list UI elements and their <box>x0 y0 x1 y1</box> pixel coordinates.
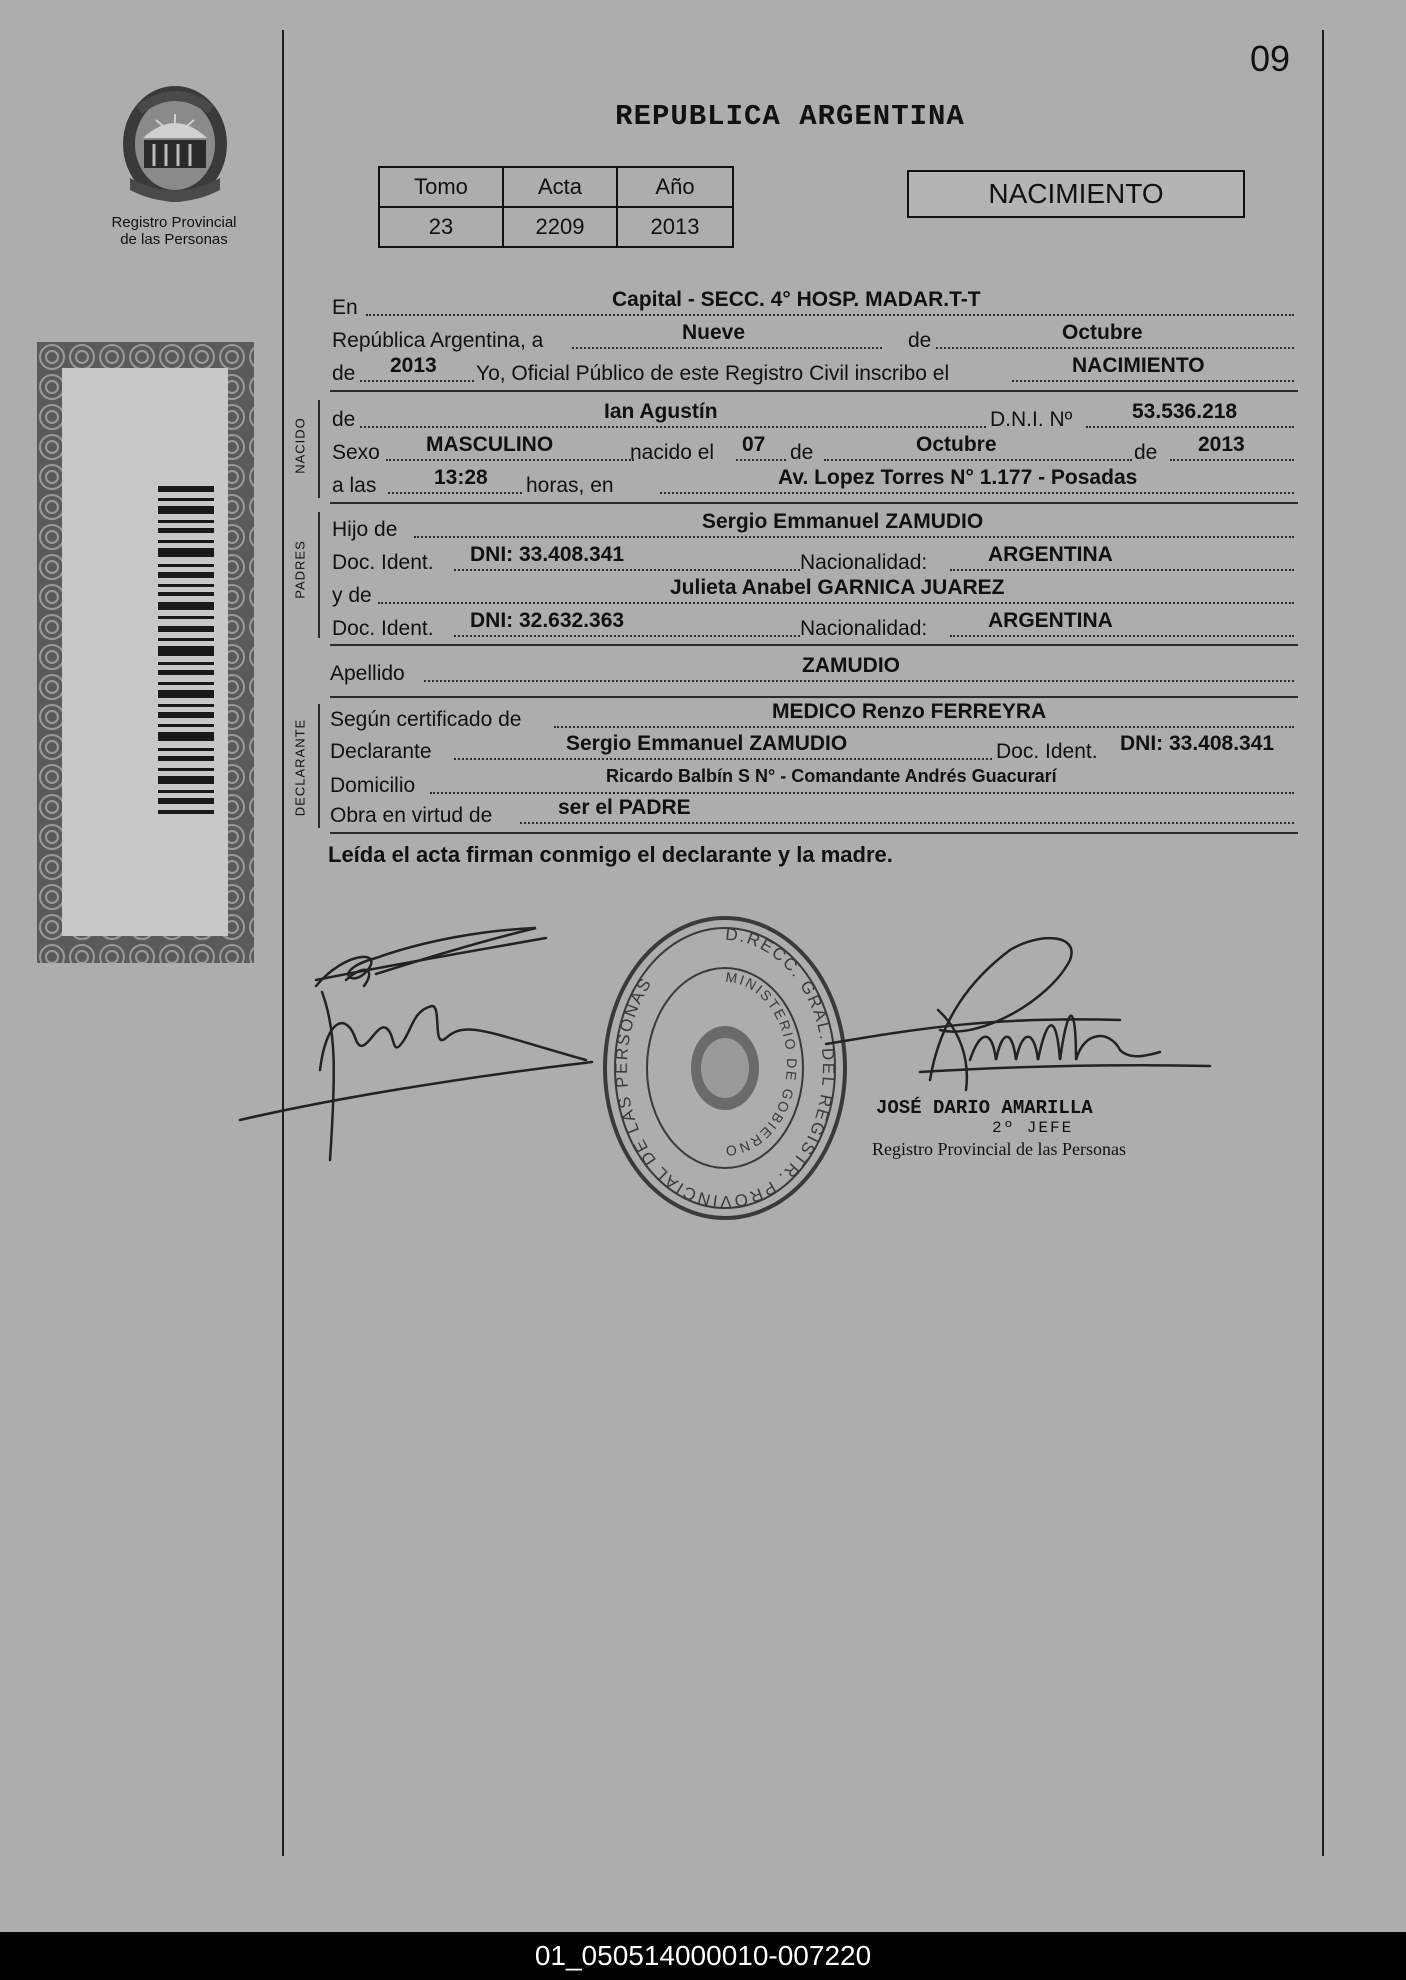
provincial-crest-icon <box>116 78 234 208</box>
republica-label: República Argentina, a <box>332 329 544 352</box>
horas-label: horas, en <box>526 474 614 497</box>
tomo-header: Tomo <box>379 167 503 207</box>
section-declarante: DECLARANTE <box>292 718 308 817</box>
nacionalidad-label-2: Nacionalidad: <box>800 617 928 640</box>
dotted-rule <box>824 459 1132 461</box>
seal-inner-text: MINISTERIO DE GOBIERNO <box>723 968 800 1160</box>
doc-ident-label-2: Doc. Ident. <box>332 617 434 640</box>
closing-statement: Leída el acta firman conmigo el declarante y la madre. <box>328 842 893 867</box>
declarant-dni: DNI: 33.408.341 <box>1120 732 1275 755</box>
dotted-rule <box>950 635 1294 637</box>
official-signature <box>820 920 1220 1120</box>
dotted-rule <box>520 822 1294 824</box>
dotted-rule <box>660 492 1294 494</box>
mother-dni: DNI: 32.632.363 <box>470 609 625 632</box>
dotted-rule <box>1170 459 1294 461</box>
form-line-capacity <box>330 796 1296 826</box>
father-nationality: ARGENTINA <box>988 543 1113 566</box>
separator <box>330 696 1298 698</box>
official-office: Registro Provincial de las Personas <box>872 1139 1126 1159</box>
declarante-label: Declarante <box>330 740 432 763</box>
en-label: En <box>332 296 358 319</box>
sexo-value: MASCULINO <box>426 433 554 456</box>
form-line-father <box>330 510 1296 540</box>
form-line-date <box>330 321 1296 351</box>
form-line-mother-doc <box>330 609 1296 639</box>
sexo-label: Sexo <box>332 441 380 464</box>
separator <box>330 832 1298 834</box>
registry-name <box>92 214 256 248</box>
y-de-label: y de <box>332 584 372 607</box>
section-padres: PADRES <box>292 540 308 599</box>
hora-value: 13:28 <box>434 466 488 489</box>
doc-ident-label-3: Doc. Ident. <box>996 740 1098 763</box>
dni-label: D.N.I. Nº <box>990 408 1073 431</box>
birth-place: Av. Lopez Torres N° 1.177 - Posadas <box>778 466 1138 489</box>
declarant-name: Sergio Emmanuel ZAMUDIO <box>566 732 848 755</box>
month-word: Octubre <box>1062 321 1143 344</box>
year-value: 2013 <box>390 354 437 377</box>
form-line-declarant <box>330 732 1296 762</box>
nacionalidad-label-1: Nacionalidad: <box>800 551 928 574</box>
birth-month: Octubre <box>916 433 997 456</box>
declarante-bracket <box>318 704 320 828</box>
acta-header: Acta <box>503 167 617 207</box>
dotted-rule <box>366 314 1294 316</box>
separator <box>330 644 1298 646</box>
de-label-3: de <box>332 408 356 431</box>
certificate-value: MEDICO Renzo FERREYRA <box>772 700 1047 723</box>
obra-label: Obra en virtud de <box>330 804 493 827</box>
form-line-year <box>330 354 1296 384</box>
father-name: Sergio Emmanuel ZAMUDIO <box>702 510 984 533</box>
dotted-rule <box>1086 426 1294 428</box>
hijo-label: Hijo de <box>332 518 398 541</box>
certificado-label: Según certificado de <box>330 708 522 731</box>
form-line-address <box>330 766 1296 796</box>
domicilio-label: Domicilio <box>330 774 416 797</box>
de-label-5: de <box>1134 441 1158 464</box>
mother-nationality: ARGENTINA <box>988 609 1113 632</box>
dotted-rule <box>454 635 800 637</box>
form-line-time <box>330 466 1296 496</box>
form-line-sex <box>330 433 1296 463</box>
dotted-rule <box>414 536 1294 538</box>
child-dni: 53.536.218 <box>1132 400 1238 423</box>
dotted-rule <box>572 347 882 349</box>
official-role: 2º JEFE <box>992 1119 1074 1137</box>
padres-bracket <box>318 512 320 638</box>
mother-name: Julieta Anabel GARNICA JUAREZ <box>670 576 1005 599</box>
de-label-1: de <box>908 329 932 352</box>
address-value: Ricardo Balbín S N° - Comandante Andrés Guacurarí <box>606 766 1057 786</box>
right-margin-rule <box>1322 30 1324 1856</box>
acta-value: 2209 <box>503 207 617 247</box>
barcode <box>158 486 218 816</box>
event-value: NACIMIENTO <box>1072 354 1205 377</box>
official-block <box>872 1097 1126 1160</box>
document-type-box: NACIMIENTO <box>907 170 1245 218</box>
dotted-rule <box>1012 380 1294 382</box>
form-line-surname <box>330 654 1296 684</box>
birth-year: 2013 <box>1198 433 1245 456</box>
id-number-badge <box>37 342 254 963</box>
page-number: 09 <box>1250 38 1291 79</box>
dotted-rule <box>454 569 800 571</box>
hora-label: a las <box>332 474 377 497</box>
place-value: Capital - SECC. 4° HOSP. MADAR.T-T <box>612 288 981 311</box>
dotted-rule <box>360 426 986 428</box>
dotted-rule <box>360 380 474 382</box>
dotted-rule <box>736 459 786 461</box>
separator <box>330 502 1298 504</box>
doc-ident-label-1: Doc. Ident. <box>332 551 434 574</box>
dotted-rule <box>378 602 1294 604</box>
form-line-name <box>330 400 1296 430</box>
seal-outer-text: D.RECC. GRAL. DEL REGISTR. PROVINCIAL DE LAS PERSONAS <box>611 924 838 1212</box>
day-word: Nueve <box>682 321 746 344</box>
form-line-certificate <box>330 700 1296 730</box>
form-line-father-doc <box>330 543 1296 573</box>
child-name: Ian Agustín <box>604 400 718 423</box>
capacity-value: ser el PADRE <box>558 796 691 819</box>
dotted-rule <box>950 569 1294 571</box>
registry-line-1: Registro Provincial <box>111 214 237 231</box>
form-line-place <box>330 288 1296 318</box>
declarant-signature <box>236 910 596 1170</box>
de-label-2: de <box>332 362 356 385</box>
registry-line-2: de las Personas <box>120 231 228 248</box>
tomo-value: 23 <box>379 207 503 247</box>
nacido-bracket <box>318 400 320 498</box>
anio-value: 2013 <box>617 207 733 247</box>
de-label-4: de <box>790 441 814 464</box>
birth-day: 07 <box>742 433 766 456</box>
dotted-rule <box>454 758 992 760</box>
apellido-label: Apellido <box>330 662 405 685</box>
official-name: JOSÉ DARIO AMARILLA <box>876 1097 1093 1119</box>
badge-inner-panel <box>62 368 228 936</box>
nacido-label: nacido el <box>630 441 715 464</box>
official-seal <box>600 910 850 1220</box>
dotted-rule <box>424 680 1294 682</box>
dotted-rule <box>430 792 1294 794</box>
separator <box>330 390 1298 392</box>
surname-value: ZAMUDIO <box>802 654 900 677</box>
file-code-footer: 01_050514000010-007220 <box>0 1932 1406 1980</box>
anio-header: Año <box>617 167 733 207</box>
registry-table <box>378 166 734 248</box>
form-line-mother <box>330 576 1296 606</box>
dotted-rule <box>386 459 634 461</box>
oficial-text: Yo, Oficial Público de este Registro Civil inscribo el <box>476 362 950 385</box>
dotted-rule <box>388 492 522 494</box>
document-title: REPUBLICA ARGENTINA <box>615 100 965 133</box>
section-nacido: NACIDO <box>292 417 308 474</box>
dotted-rule <box>936 347 1294 349</box>
dotted-rule <box>554 726 1294 728</box>
father-dni: DNI: 33.408.341 <box>470 543 625 566</box>
